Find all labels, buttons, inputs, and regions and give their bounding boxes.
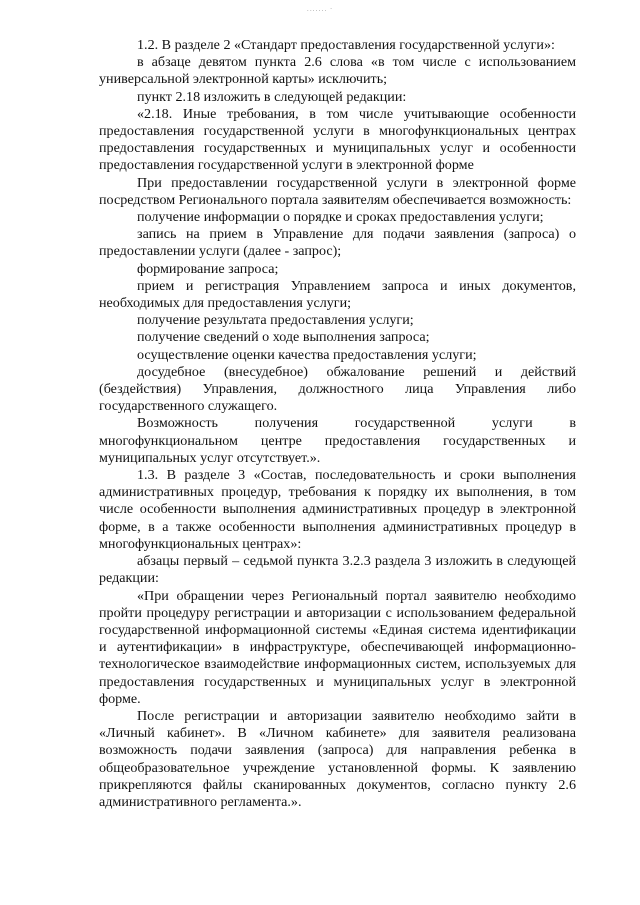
paragraph-personal-cabinet: После регистрации и авторизации заявителю необходимо зайти в «Личный кабинет». В «Личном кабинете» для заявителя реализована возможность подачи заявления (запроса) для направления ребенка в общеобразовательное учреждение установленной формы. К заявлению прикрепляются файлы сканированных документов, согласно пункту 2.6 административного регламента.». [99,707,576,810]
list-item-quality: осуществление оценки качества предоставления услуги; [137,346,477,363]
list-item-appeal: досудебное (внесудебное) обжалование решений и действий (бездействия) Управления, должностного лица Управления либо государственного служащего. [99,363,576,415]
paragraph-mfc-unavailable: Возможность получения государственной услуги в многофункциональном центре предоставления государственных и муниципальных услуг отсутствует.». [99,415,576,466]
paragraph-section-1-2: 1.2. В разделе 2 «Стандарт предоставления государственной услуги»: [137,37,555,53]
list-item-appointment: запись на прием в Управление для подачи заявления (запроса) о предоставлении услуги (далее - запрос); [99,226,576,260]
paragraph-amend-2-6: в абзаце девятом пункта 2.6 слова «в том числе с использованием универсальной электронной карты» исключить; [99,54,576,88]
list-item-registration: прием и регистрация Управлением запроса и иных документов, необходимых для предоставления услуги; [99,277,576,312]
list-item-progress: получение сведений о ходе выполнения запроса; [137,329,430,346]
paragraph-point-2-18-title: «2.18. Иные требования, в том числе учитывающие особенности предоставления государственной услуги в многофункциональных центрах предоставления государственных и муниципальных услуг и особенности предоставления государственной услуги в электронной форме [99,105,576,174]
list-item-result: получение результата предоставления услуги; [137,312,414,329]
document-body [99,37,576,811]
list-item-info: получение информации о порядке и сроках предоставления услуги; [137,209,544,226]
page-header-mark: ....... · [306,6,334,13]
paragraph-electronic-form-intro: При предоставлении государственной услуги в электронной форме посредством Регионального портала заявителям обеспечивается возможность: [99,174,576,208]
list-item-request-forming: формирование запроса; [137,260,279,277]
paragraph-point-2-18-intro: пункт 2.18 изложить в следующей редакции: [137,88,407,105]
paragraph-point-3-2-3-intro: абзацы первый – седьмой пункта 3.2.3 раздела 3 изложить в следующей редакции: [99,553,576,587]
paragraph-portal-registration: «При обращении через Региональный портал заявителю необходимо пройти процедуру регистрации и авторизации с использованием федеральной государственной информационной системы «Единая система идентификации и аутентификации» в инфраструктуре, обеспечивающей информационно-технологическое взаимодействие информационных систем, используемых для предоставления государственных и муниципальных услуг в электронной форме. [99,587,576,707]
paragraph-section-1-3: 1.3. В разделе 3 «Состав, последовательность и сроки выполнения административных процедур, требования к порядку их выполнения, в том числе особенности выполнения административных процедур в электронной форме, в а также особенности выполнения административных процедур в многофункциональных центрах»: [99,467,576,552]
